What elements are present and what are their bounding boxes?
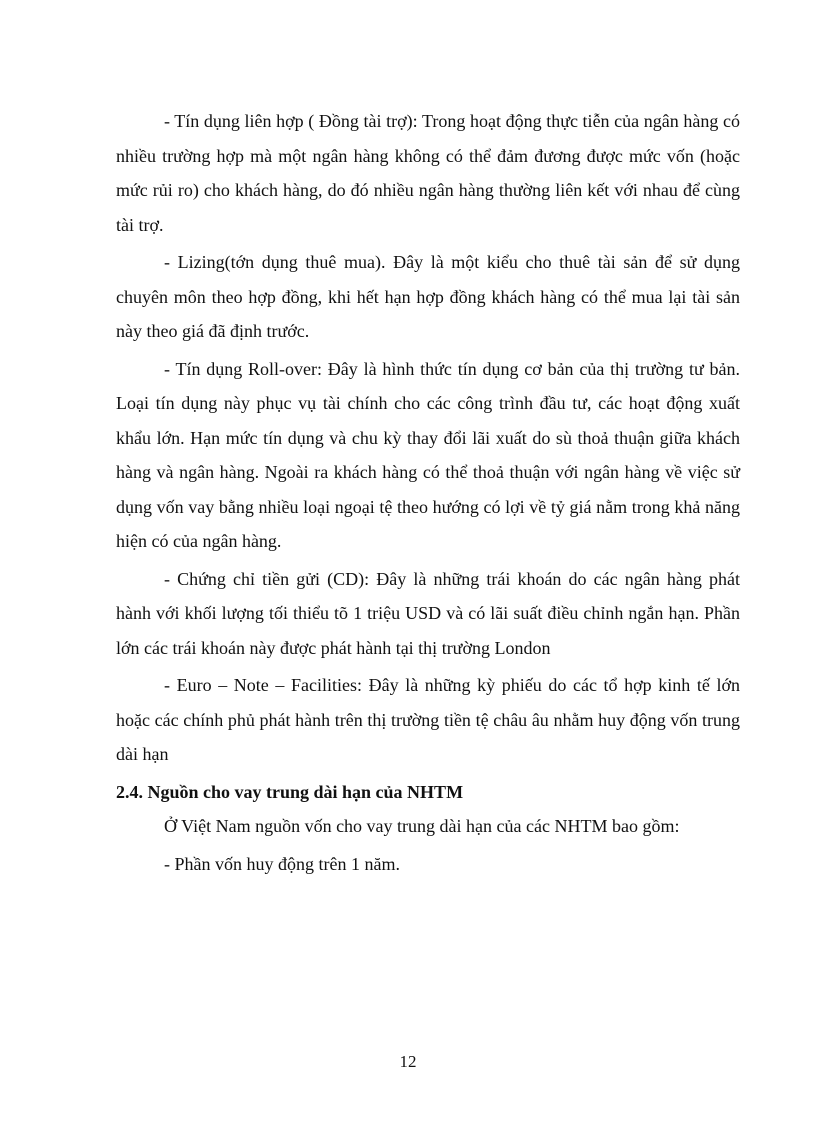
section-heading: 2.4. Nguồn cho vay trung dài hạn của NHTM bbox=[116, 781, 464, 802]
paragraph-leasing: - Lizing(tớn dụng thuê mua). Đây là một kiểu cho thuê tài sản để sử dụng chuyên môn theo hợp đồng, khi hết hạn hợp đồng khách hàng có thể mua lại tài sản này theo giá đã định trước. bbox=[116, 252, 740, 341]
body-text bbox=[116, 104, 740, 881]
paragraph-certificate-of-deposit: - Chứng chỉ tiền gửi (CD): Đây là những trái khoán do các ngân hàng phát hành với khối lượng tối thiểu tõ 1 triệu USD và có lãi suất điều chỉnh ngắn hạn. Phần lớn các trái khoán này được phát hành tại thị trường London bbox=[116, 568, 740, 658]
paragraph-syndicated-credit: - Tín dụng liên hợp ( Đồng tài trợ): Trong hoạt động thực tiễn của ngân hàng có nhiều trường hợp mà một ngân hàng không có thể đảm đương được mức vốn (hoặc mức rủi ro) cho khách hàng, do đó nhiều ngân hàng thường liên kết với nhau để cùng tài trợ. bbox=[116, 111, 740, 235]
paragraph-sources-item: - Phần vốn huy động trên 1 năm. bbox=[164, 853, 400, 874]
paragraph-sources-intro: Ở Việt Nam nguồn vốn cho vay trung dài hạn của các NHTM bao gồm: bbox=[164, 816, 680, 836]
page-number: 12 bbox=[399, 1052, 417, 1071]
paragraph-roll-over-credit: - Tín dụng Roll-over: Đây là hình thức tín dụng cơ bản của thị trường tư bản. Loại tín dụng này phục vụ tài chính cho các công trình đầu tư, các hoạt động xuất khẩu lớn. Hạn mức tín dụng và chu kỳ thay đổi lãi xuất do sù thoả thuận giữa khách hàng và ngân hàng. Ngoài ra khách hàng có thể thoả thuận với ngân hàng về việc sử dụng vốn vay bằng nhiều loại ngoại tệ theo hướng có lợi về tỷ giá nằm trong khả năng hiện có của ngân hàng. bbox=[116, 358, 740, 551]
paragraph-euro-note-facilities: - Euro – Note – Facilities: Đây là những kỳ phiếu do các tổ hợp kinh tế lớn hoặc các chính phủ phát hành trên thị trường tiền tệ châu âu nhằm huy động vốn trung dài hạn bbox=[116, 675, 740, 764]
